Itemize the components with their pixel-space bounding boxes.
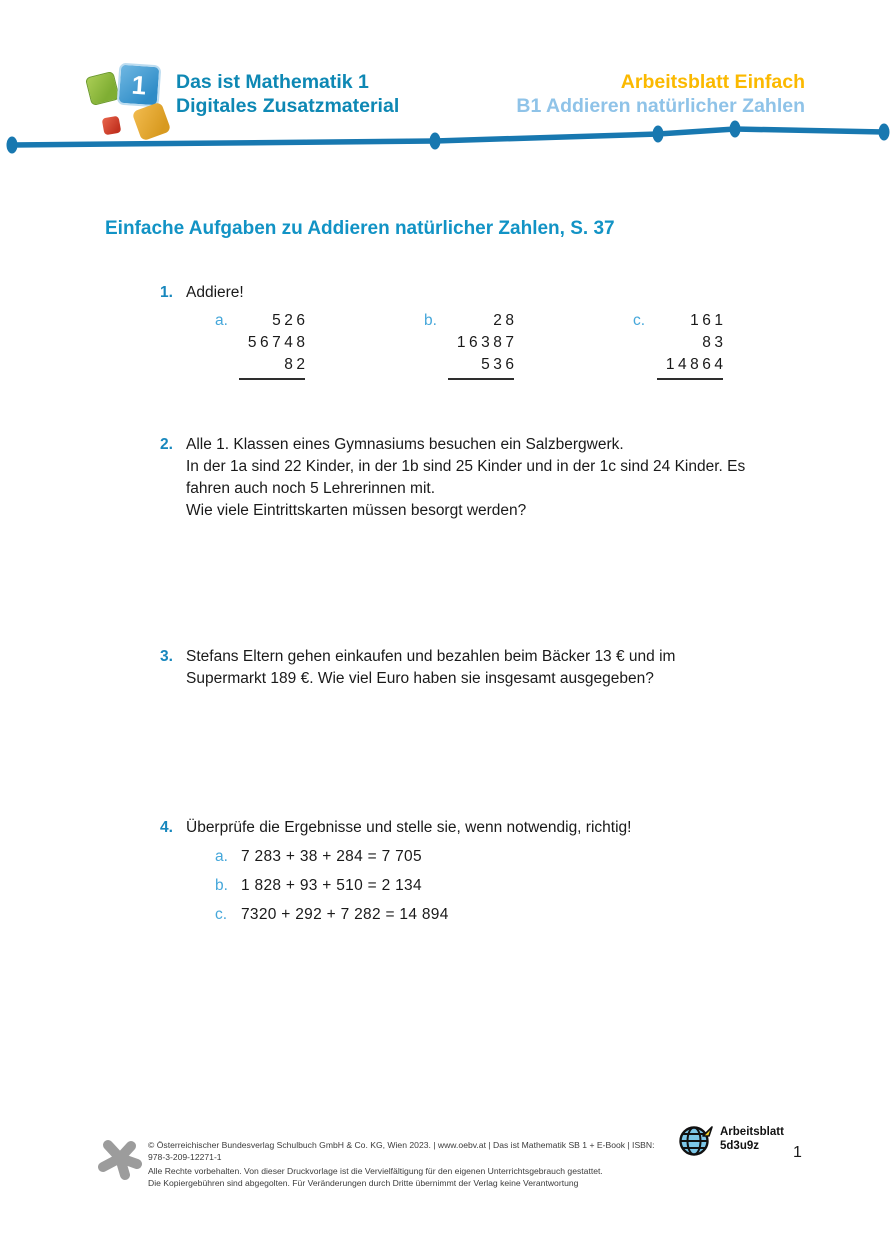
addend: 28 xyxy=(493,312,518,329)
text-line: Supermarkt 189 €. Wie viel Euro haben sie insgesamt ausgegeben? xyxy=(186,670,654,687)
equation-item-b xyxy=(215,875,631,897)
addition-problem-a xyxy=(215,310,309,380)
text-line: Stefans Eltern gehen einkaufen und bezahlen beim Bäcker 13 € und im xyxy=(186,648,676,665)
addition-column xyxy=(448,310,518,380)
addend: 14864 xyxy=(665,356,727,373)
series-subtitle: Digitales Zusatzmaterial xyxy=(176,94,400,117)
green-cube-icon xyxy=(85,71,120,106)
addend: 83 xyxy=(702,334,727,351)
item-label: b. xyxy=(424,312,437,329)
sheet-type: Arbeitsblatt Einfach xyxy=(620,71,805,93)
item-label: b. xyxy=(215,877,228,894)
question-number: 3. xyxy=(160,648,173,665)
question-prompt: Überprüfe die Ergebnisse und stelle sie, wenn notwendig, richtig! xyxy=(186,819,632,836)
item-label: a. xyxy=(215,312,228,329)
question-prompt: Addiere! xyxy=(186,284,244,301)
addend: 82 xyxy=(284,356,309,373)
globe-cursor-icon xyxy=(676,1122,714,1160)
equation: 7320 + 292 + 7 282 = 14 894 xyxy=(241,906,449,923)
question-text xyxy=(186,646,675,690)
addend: 536 xyxy=(481,356,518,373)
equation-item-c xyxy=(215,904,631,926)
header-right xyxy=(516,71,805,118)
question-2 xyxy=(160,434,745,522)
code-value: 5d3u9z xyxy=(720,1139,759,1152)
page-number: 1 xyxy=(793,1144,802,1161)
question-number: 4. xyxy=(160,819,173,836)
question-1 xyxy=(160,282,727,380)
text-line: fahren auch noch 5 Lehrerinnen mit. xyxy=(186,480,436,497)
footer-line: Die Kopiergebühren sind abgegolten. Für Veränderungen durch Dritte übernimmt der Verlag keine Verantwortung xyxy=(148,1178,579,1189)
oebv-asterisk-icon xyxy=(97,1136,143,1182)
addend: 526 xyxy=(272,312,309,329)
addition-column xyxy=(657,310,727,380)
equation-item-a xyxy=(215,846,631,868)
question-text xyxy=(186,434,745,522)
addend: 56748 xyxy=(247,334,309,351)
item-label: c. xyxy=(215,906,228,923)
addend: 161 xyxy=(690,312,727,329)
equation-list xyxy=(215,846,631,926)
worksheet-code xyxy=(676,1122,784,1160)
footer-line: © Österreichischer Bundesverlag Schulbuch GmbH & Co. KG, Wien 2023. | www.oebv.at | Das ist Mathematik SB 1 + E-Book | ISBN: 978-3-209-12271-1 xyxy=(148,1140,655,1163)
addition-problem-b xyxy=(424,310,518,380)
equation: 7 283 + 38 + 284 = 7 705 xyxy=(241,848,422,865)
blue-cube-icon xyxy=(117,63,162,108)
text-line: In der 1a sind 22 Kinder, in der 1b sind 25 Kinder und in der 1c sind 24 Kinder. Es xyxy=(186,458,746,475)
item-label: c. xyxy=(633,312,646,329)
question-number: 2. xyxy=(160,436,173,453)
sheet-topic: B1 Addieren natürlicher Zahlen xyxy=(516,94,805,117)
footer-legal-text xyxy=(148,1139,668,1189)
text-line: Alle 1. Klassen eines Gymnasiums besuchen ein Salzbergwerk. xyxy=(186,436,624,453)
question-4 xyxy=(160,817,631,933)
item-label: a. xyxy=(215,848,228,865)
question-number: 1. xyxy=(160,284,173,301)
code-label: Arbeitsblatt xyxy=(720,1126,784,1138)
addition-column xyxy=(239,310,309,380)
addition-problem-c xyxy=(633,310,727,380)
equation: 1 828 + 93 + 510 = 2 134 xyxy=(241,877,422,894)
addend: 16387 xyxy=(456,334,518,351)
series-title: Das ist Mathematik 1 xyxy=(176,71,369,93)
footer-line: Alle Rechte vorbehalten. Von dieser Druckvorlage ist die Vervielfältigung für den eigenen Unterrichtsgebrauch gestattet. xyxy=(148,1165,603,1176)
decorative-line-graph xyxy=(0,118,890,162)
addition-problems xyxy=(215,310,727,380)
page-title: Einfache Aufgaben zu Addieren natürlicher Zahlen, S. 37 xyxy=(105,218,615,239)
text-line: Wie viele Eintrittskarten müssen besorgt werden? xyxy=(186,502,527,519)
logo-number: 1 xyxy=(130,69,148,100)
header-left xyxy=(176,71,399,118)
question-3 xyxy=(160,646,675,690)
